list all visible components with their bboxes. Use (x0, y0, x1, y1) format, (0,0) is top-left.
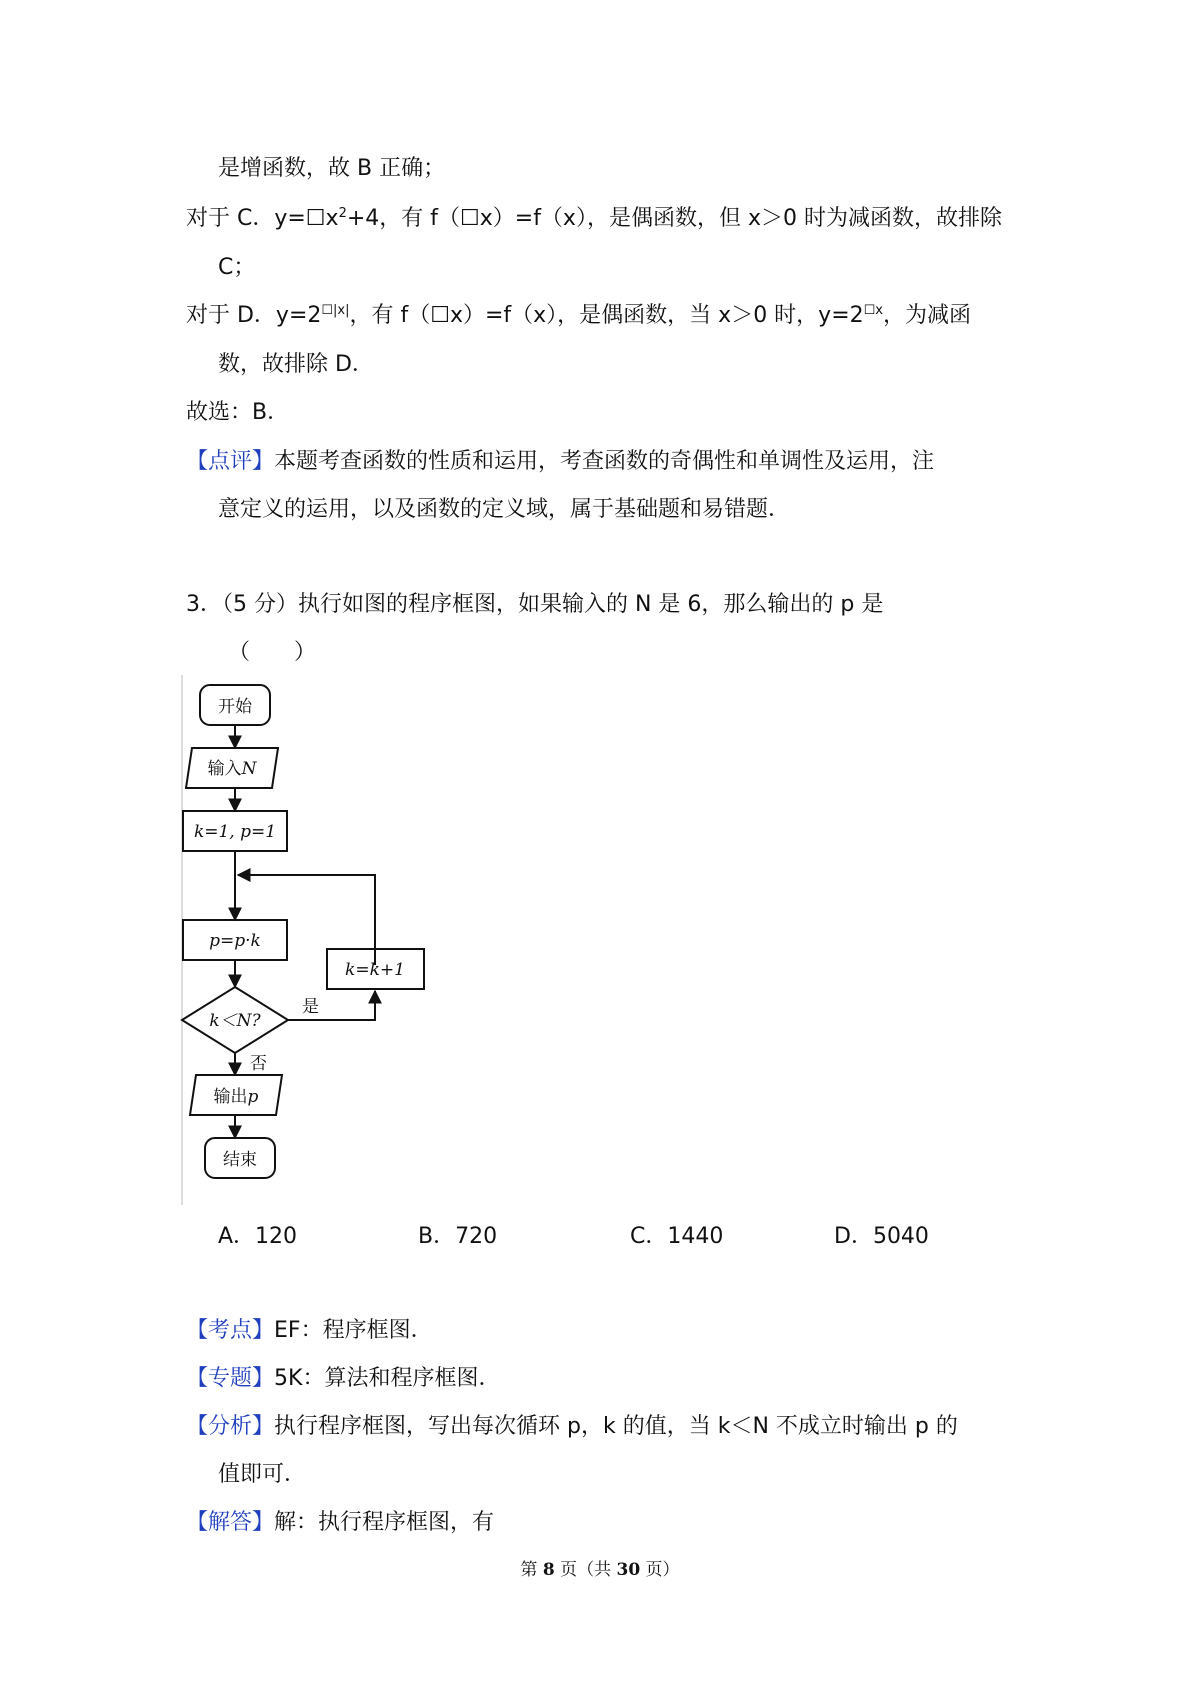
kaodian-line: 【考点】EF：程序框图． (186, 1318, 433, 1343)
output-label: 输出p (213, 1087, 259, 1107)
condition-label: k＜N? (209, 1011, 261, 1031)
question-stem: 3．（5 分）执行如图的程序框图，如果输入的 N 是 6，那么输出的 p 是 (186, 592, 884, 617)
jieda-tag: 【解答】 (186, 1510, 275, 1535)
text-line: 是增函数，故 B 正确； (218, 156, 446, 181)
text-line: 意定义的运用，以及函数的定义域，属于基础题和易错题． (218, 497, 791, 522)
text-line: C； (218, 255, 256, 280)
page-number: 8 (542, 1560, 555, 1580)
option-b: B．720 (418, 1224, 498, 1249)
text-line-option-c: 对于 C．$y=☐x^2+4$，有 f（☐x）=f（x），是偶函数，但 x＞0 时为减函数，故排除 (186, 206, 1002, 231)
jieda-line: 【解答】解：执行程序框图，有 (186, 1510, 495, 1535)
question-blank: （ ） (228, 640, 317, 665)
review-line: 【点评】本题考查函数的性质和运用，考查函数的奇偶性和单调性及运用，注 (186, 449, 935, 474)
conclusion-line: 故选：B． (186, 400, 290, 425)
review-tag: 【点评】 (186, 449, 275, 474)
text-line-option-d: 对于 D．$y=2^{☐|x|}$，有 f（☐x）=f（x），是偶函数，当 x＞0 时，$y=2^{☐x}$，为减函 (186, 303, 972, 328)
kaodian-tag: 【考点】 (186, 1318, 275, 1343)
fenxi-line-2: 值即可． (218, 1462, 307, 1487)
assign-label: p=p·k (209, 931, 261, 951)
fenxi-tag: 【分析】 (186, 1414, 275, 1439)
start-label: 开始 (218, 697, 252, 717)
zhuanti-line: 【专题】5K：算法和程序框图． (186, 1366, 501, 1391)
page-footer: 第 8 页（共 30 页） (520, 1560, 680, 1580)
text-line: 数，故排除 D． (218, 352, 374, 377)
no-label: 否 (250, 1054, 267, 1074)
option-d: D．5040 (834, 1224, 929, 1249)
fenxi-line: 【分析】执行程序框图，写出每次循环 p，k 的值，当 k＜N 不成立时输出 p 的 (186, 1414, 958, 1439)
option-c: C．1440 (630, 1224, 724, 1249)
option-a: A．120 (218, 1224, 298, 1249)
flowchart (178, 675, 468, 1210)
increment-label: k=k+1 (345, 960, 405, 980)
end-label: 结束 (223, 1150, 257, 1170)
init-label: k=1, p=1 (193, 822, 277, 842)
yes-label: 是 (302, 997, 319, 1017)
input-label: 输入N (207, 759, 257, 779)
zhuanti-tag: 【专题】 (186, 1366, 275, 1391)
page-total: 30 (616, 1560, 641, 1580)
